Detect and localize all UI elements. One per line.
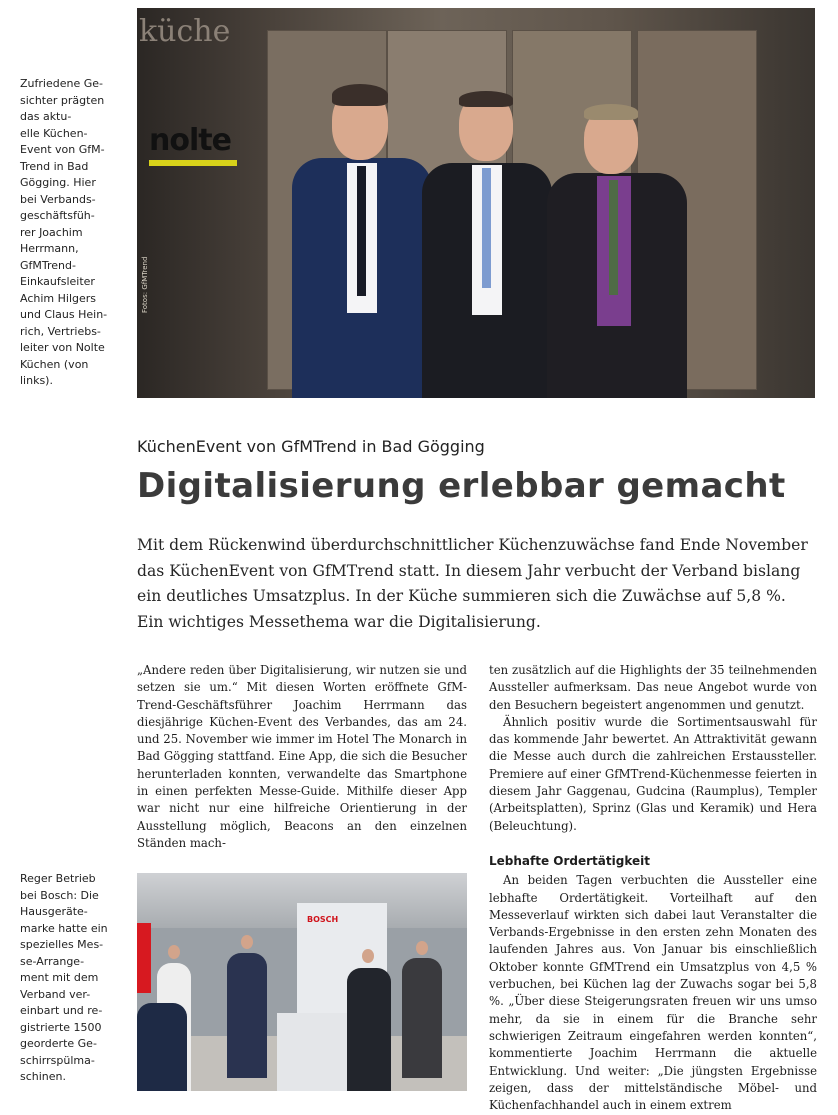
paragraph: ten zusätzlich auf die Highlights der 35 teilnehmenden Aussteller aufmerksam. Das neue Angebot wurde von den Besuchern begeistert angenommen und genutzt. bbox=[489, 663, 817, 712]
paragraph: Ähnlich positiv wurde die Sortimentsauswahl für das kommende Jahr bewertet. An Attraktivität gewann die Messe auch durch die zahlreichen Erstaussteller. Premiere auf einer GfMTrend-Küchenmesse feierten in diesem Jahr Gaggenau, Gudcina (Raumplus), Templer (Arbeitsplatten), Sprinz (Glas und Keramik) und Hera (Beleuchtung). bbox=[489, 714, 817, 833]
wall-lettering: küche bbox=[139, 14, 231, 49]
paragraph: An beiden Tagen verbuchten die Aussteller eine lebhafte Ordertätigkeit. Vorteilhaft auf den Messeverlauf wirkten sich dabei laut Veranstalter die Verbands-Ergebnisse in den ersten zehn Monaten des laufenden Jahres aus. Von Januar bis einschließlich Oktober konnte GfMTrend ein Umsatzplus von 4,5 % verbuchen, bei Küchen lag der Zuwachs sogar bei 5,8 %. „Über diese Steigerungsraten freuen wir uns umso mehr, da sie in einem für die Branche sehr schwierigen Zeitraum eingefahren werden konnten“, kommentierte Joachim Herrmann die aktuelle Entwicklung. Und weiter: „Die jüngsten Ergebnisse zeigen, dass der mittelständische Möbel- und Küchenfachhandel auch in einem extrem bbox=[489, 873, 817, 1113]
bosch-brand-sign: BOSCH bbox=[307, 915, 339, 924]
text-column-left bbox=[137, 662, 467, 852]
article-intro: Mit dem Rückenwind überdurchschnittlicher Küchenzuwächse fand Ende November das KüchenEvent von GfMTrend statt. In diesem Jahr verbucht der Verband bislang ein deutliches Umsatzplus. In der Küche summieren sich die Zuwächse auf 5,8 %. Ein wichtiges Messethema war die Digitalisierung. bbox=[137, 536, 808, 631]
top-photo bbox=[137, 8, 815, 398]
top-photo-caption: Zufriedene Ge- sichter prägten das aktu- elle Küchen- Event von GfM- Trend in Bad Gögging. Hier bei Verbands- geschäftsfüh- rer Joachim Herrmann, GfMTrend- Einkaufsleiter Achim Hilgers und Claus Hein- rich, Vertriebs- leiter von Nolte Küchen (von links). bbox=[20, 77, 108, 387]
paragraph: „Andere reden über Digitalisierung, wir nutzen sie und setzen sie um.“ Mit diesen Worten eröffnete GfM-Trend-Geschäftsführer Joachim Herrmann das diesjährige Küchen-Event des Verbandes, das am 24. und 25. November wie immer im Hotel The Monarch in Bad Gögging stattfand. Eine App, die sich die Besucher herunterladen konnten, verwandelte das Smartphone in einen perfekten Messe-Guide. Mithilfe dieser App war nicht nur eine hilfreiche Orientierung in der Ausstellung möglich, Beacons an den einzelnen Ständen mach- bbox=[137, 663, 467, 850]
article-kicker: KüchenEvent von GfMTrend in Bad Gögging bbox=[137, 437, 485, 456]
section-subheading: Lebhafte Ordertätigkeit bbox=[489, 853, 650, 868]
bottom-photo bbox=[137, 873, 467, 1091]
person-right bbox=[542, 108, 692, 398]
person-left bbox=[287, 88, 437, 398]
article-headline: Digitalisierung erlebbar gemacht bbox=[137, 466, 786, 506]
bottom-photo-caption: Reger Betrieb bei Bosch: Die Hausgeräte- marke hatte ein spezielles Mes- se-Arrange- ment mit dem Verband ver- einbart und re- gistrierte 1500 georderte Ge- schirrspülma- schinen. bbox=[20, 872, 108, 1083]
photo-credit: Fotos: GfMTrend bbox=[141, 256, 149, 313]
nolte-logo: nolte bbox=[149, 123, 237, 166]
text-column-right bbox=[489, 662, 817, 1114]
person-middle bbox=[417, 93, 557, 398]
